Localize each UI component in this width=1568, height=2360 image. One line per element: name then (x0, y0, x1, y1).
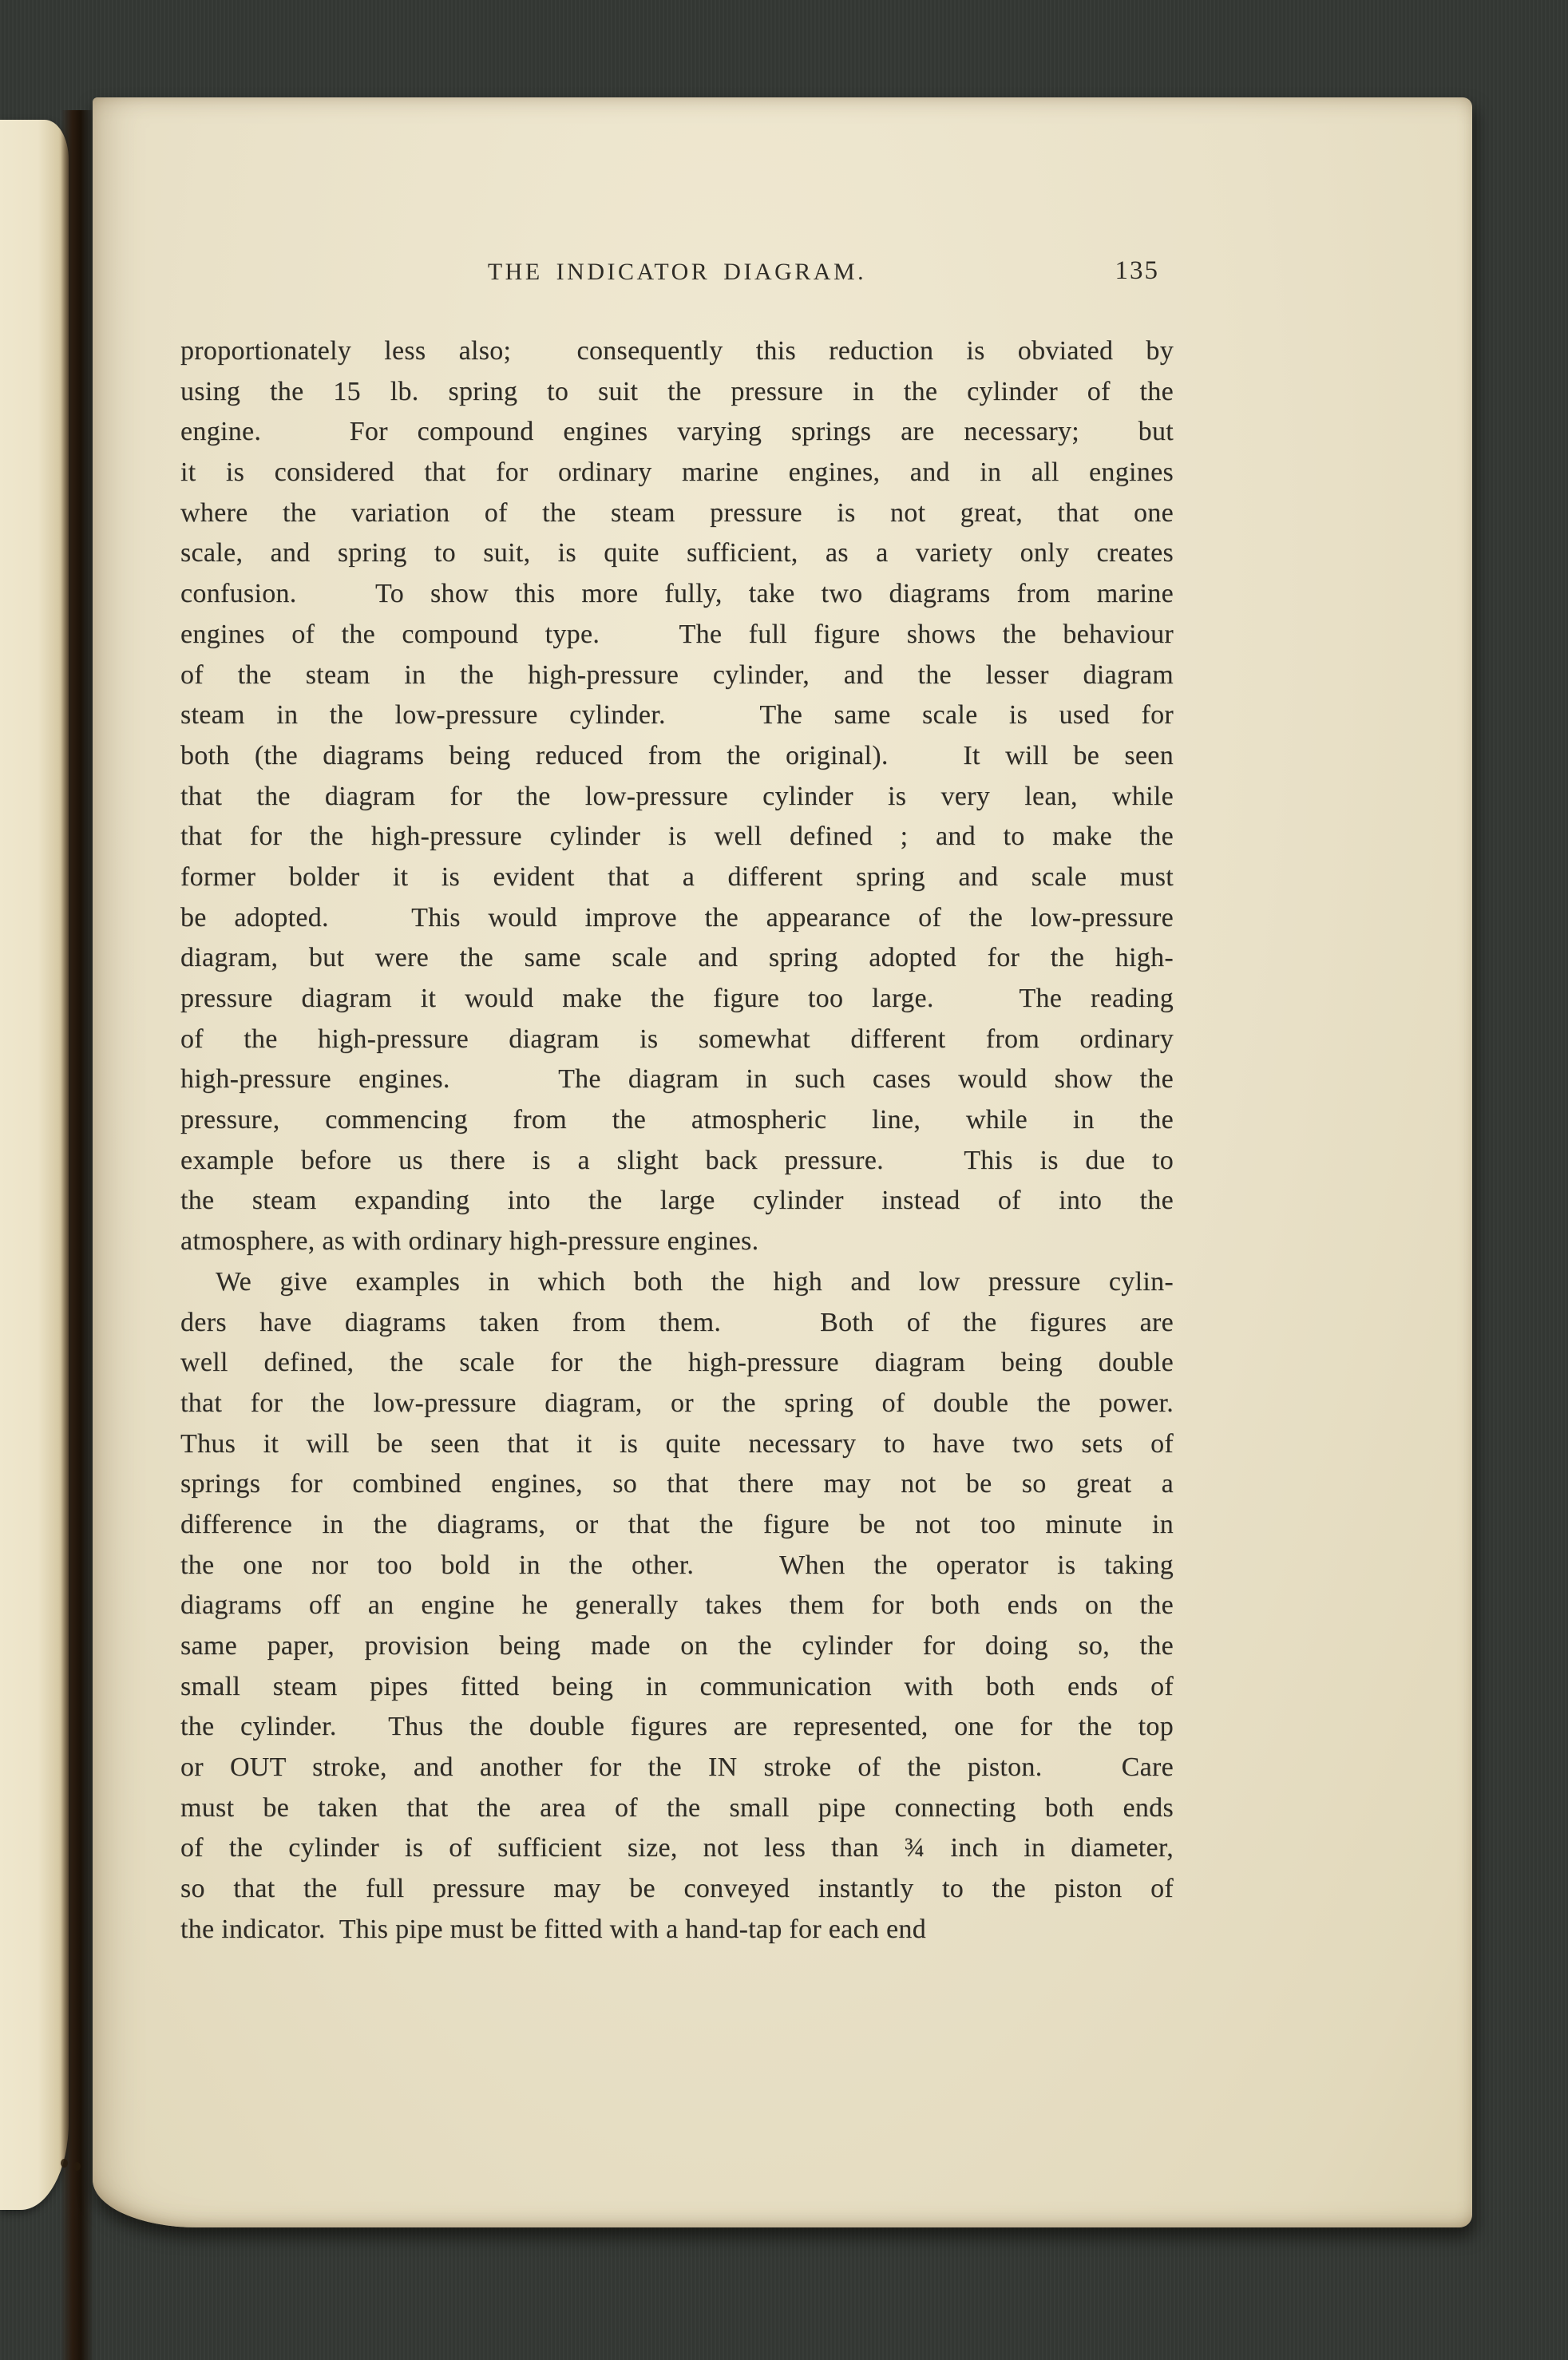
text-line: high-pressure engines. The diagram in such cases would show the (180, 1064, 1174, 1095)
page-header (180, 256, 1174, 295)
text-line: atmosphere, as with ordinary high-pressure engines. (180, 1226, 759, 1257)
stitch-hole (61, 2159, 68, 2168)
book-page (93, 97, 1472, 2227)
text-line: the cylinder. Thus the double figures are represented, one for the top (180, 1712, 1174, 1742)
text-line: diagram, but were the same scale and spring adopted for the high- (180, 943, 1174, 973)
text-line: proportionately less also; consequently this reduction is obviated by (180, 336, 1174, 366)
text-line: of the high-pressure diagram is somewhat different from ordinary (180, 1024, 1174, 1054)
text-line: former bolder it is evident that a different spring and scale must (180, 861, 1174, 892)
text-line: steam in the low-pressure cylinder. The same scale is used for (180, 700, 1174, 731)
text-line: engines of the compound type. The full figure shows the behaviour (180, 619, 1174, 649)
text-line: small steam pipes fitted being in communication with both ends of (180, 1671, 1174, 1701)
text-line: the one nor too bold in the other. When the operator is taking (180, 1550, 1174, 1580)
text-line: We give examples in which both the high and low pressure cylin- (216, 1266, 1174, 1297)
text-line: both (the diagrams being reduced from the original). It will be seen (180, 740, 1174, 770)
text-line: scale, and spring to suit, is quite sufficient, as a variety only creates (180, 538, 1174, 568)
text-line: where the variation of the steam pressure is not great, that one (180, 497, 1174, 528)
text-line: the indicator. This pipe must be fitted with a hand-tap for each end (180, 1914, 927, 1944)
text-line: be adopted. This would improve the appearance of the low-pressure (180, 902, 1174, 933)
text-line: that the diagram for the low-pressure cylinder is very lean, while (180, 781, 1174, 811)
text-line: Thus it will be seen that it is quite necessary to have two sets of (180, 1428, 1174, 1459)
body-text (180, 331, 1174, 1950)
stitch-hole (73, 2162, 81, 2171)
text-line: ders have diagrams taken from them. Both of the figures are (180, 1307, 1174, 1337)
text-line: springs for combined engines, so that there may not be so great a (180, 1469, 1174, 1499)
text-line: engine. For compound engines varying springs are necessary; but (180, 417, 1174, 447)
text-line: difference in the diagrams, or that the figure be not too minute in (180, 1509, 1174, 1539)
book-gutter-shadow (61, 110, 94, 2360)
text-line: the steam expanding into the large cylinder instead of into the (180, 1186, 1174, 1216)
text-line: of the steam in the high-pressure cylinder, and the lesser diagram (180, 659, 1174, 690)
text-line: using the 15 lb. spring to suit the pressure in the cylinder of the (180, 376, 1174, 406)
text-line: it is considered that for ordinary marine engines, and in all engines (180, 457, 1174, 488)
text-line: same paper, provision being made on the cylinder for doing so, the (180, 1631, 1174, 1661)
text-line: that for the low-pressure diagram, or the spring of double the power. (180, 1388, 1174, 1418)
page-number: 135 (1115, 256, 1159, 285)
facing-page-fore-edge (0, 120, 69, 2210)
text-line: diagrams off an engine he generally takes them for both ends on the (180, 1590, 1174, 1621)
text-line: pressure diagram it would make the figure too large. The reading (180, 984, 1174, 1013)
text-line: must be taken that the area of the small pipe connecting both ends (180, 1792, 1174, 1823)
text-line: so that the full pressure may be conveyed instantly to the piston of (180, 1874, 1174, 1904)
text-line: or OUT stroke, and another for the IN stroke of the piston. Care (180, 1752, 1174, 1783)
text-line: confusion. To show this more fully, take two diagrams from marine (180, 579, 1174, 609)
text-line: well defined, the scale for the high-pressure diagram being double (180, 1348, 1174, 1378)
text-line: example before us there is a slight back pressure. This is due to (180, 1145, 1174, 1175)
text-line: pressure, commencing from the atmospheric line, while in the (180, 1105, 1174, 1135)
text-line: of the cylinder is of sufficient size, not less than ¾ inch in diameter, (180, 1833, 1174, 1863)
text-line: that for the high-pressure cylinder is well defined ; and to make the (180, 822, 1174, 852)
running-header: THE INDICATOR DIAGRAM. (487, 259, 867, 285)
